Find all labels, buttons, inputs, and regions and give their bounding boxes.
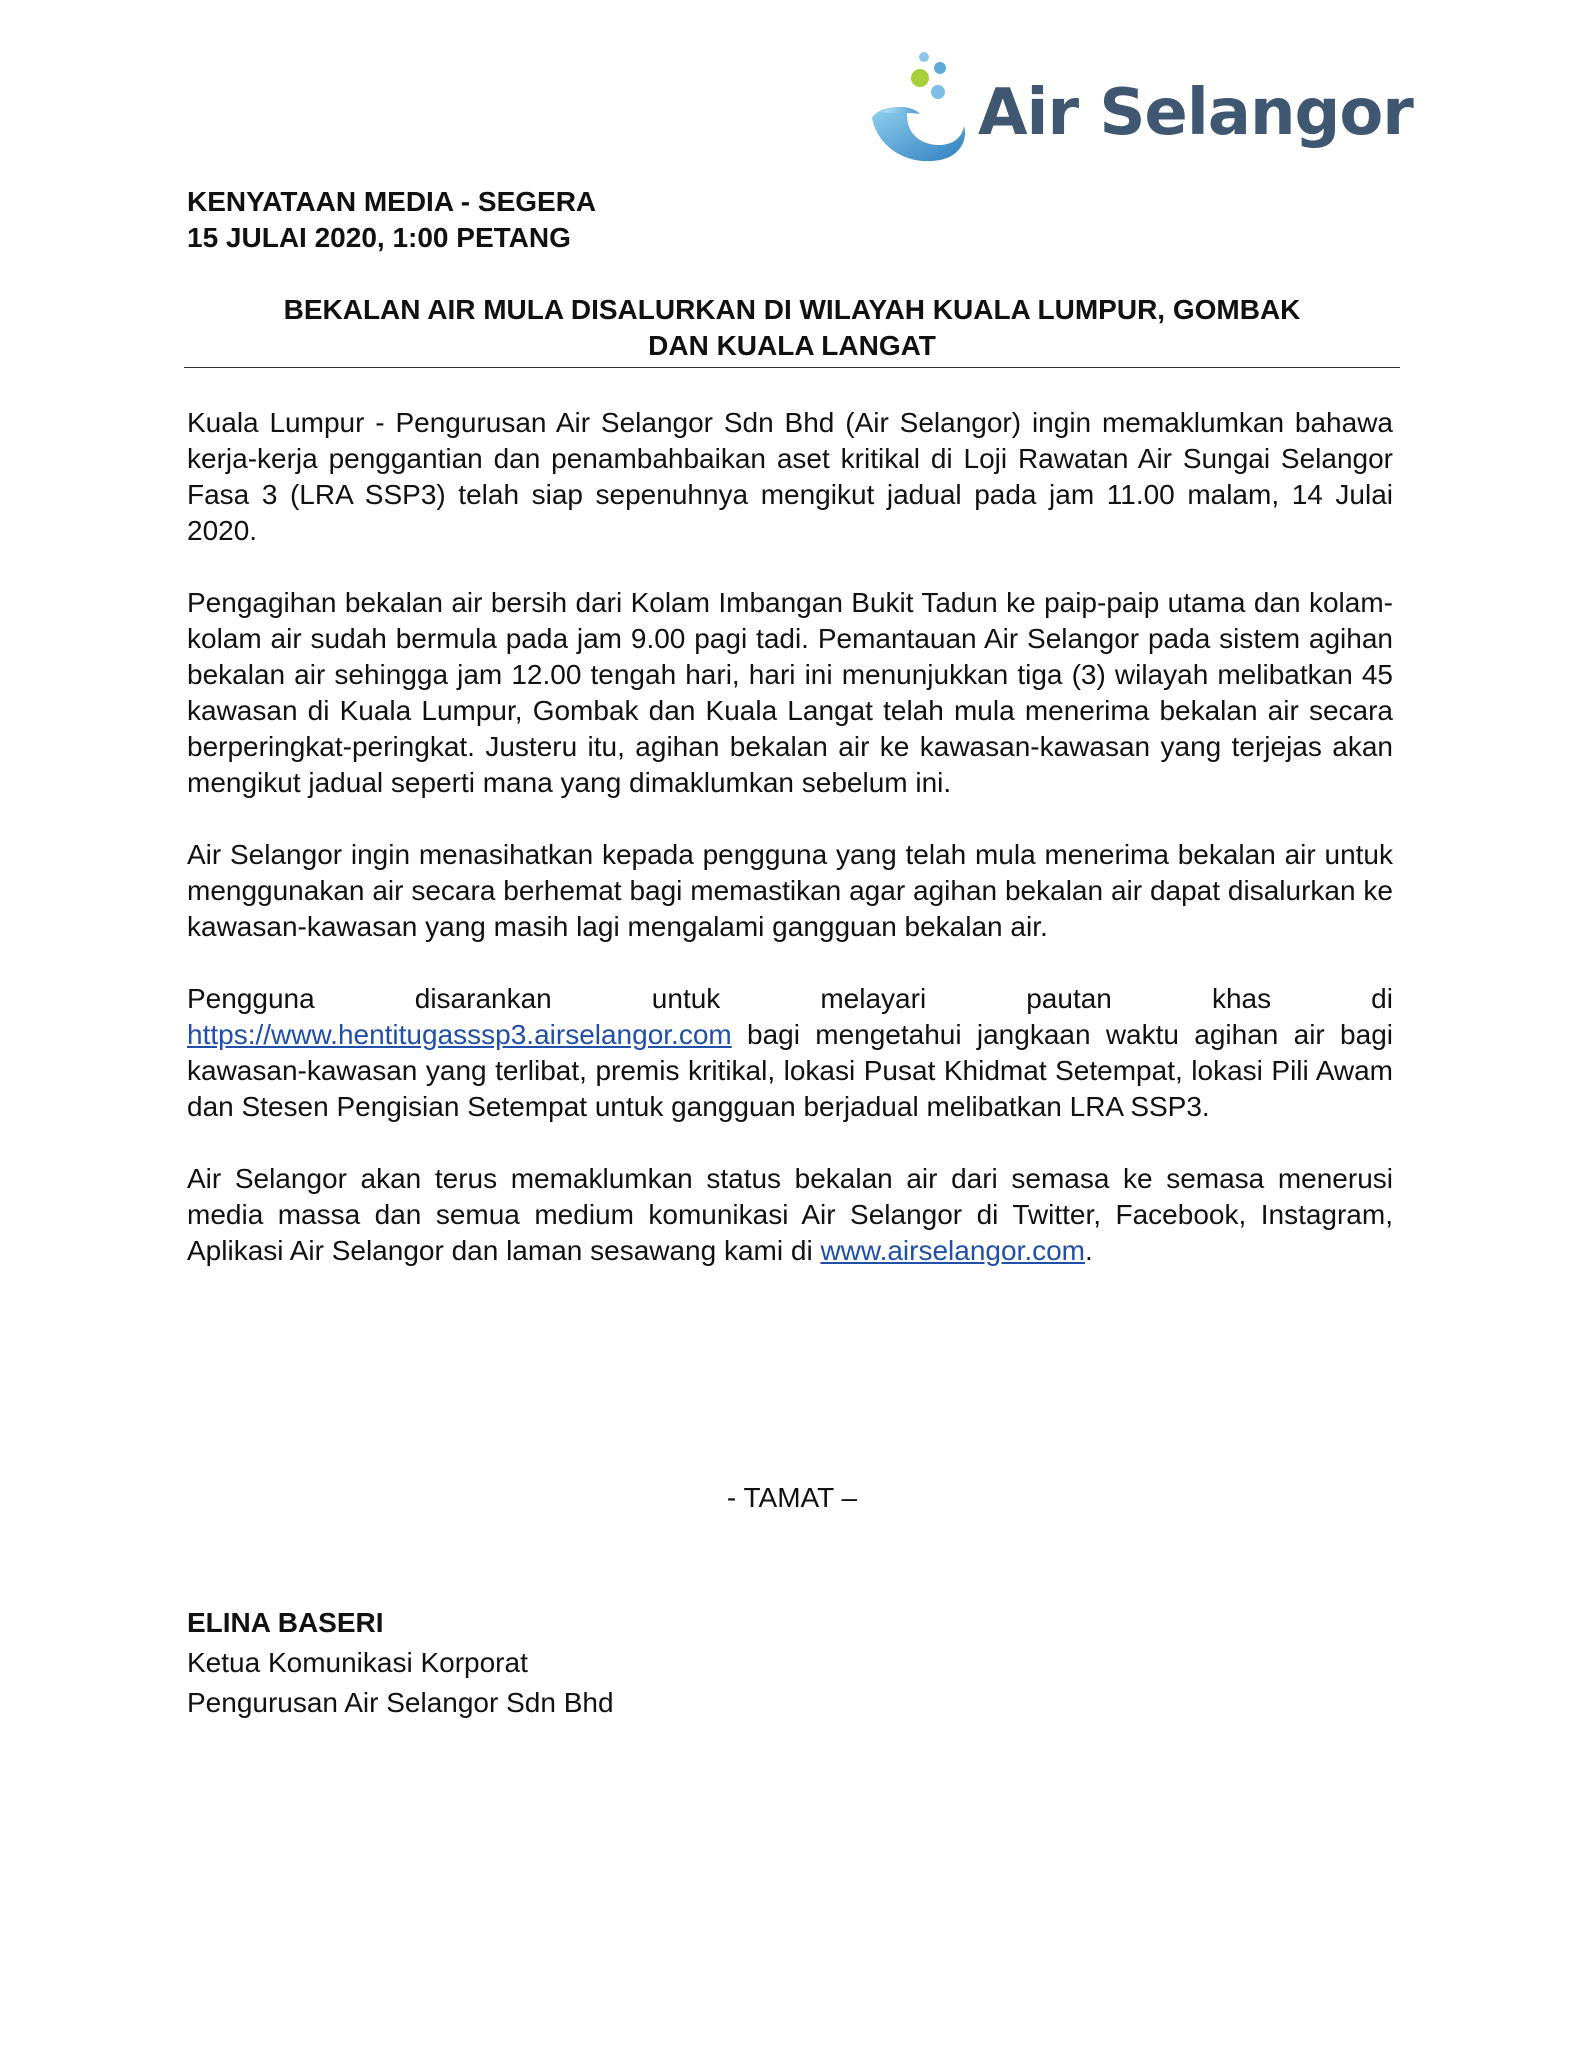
p4-word: melayari [820,983,927,1014]
p4-word: Pengguna [187,983,315,1014]
p4-word: untuk [651,983,721,1014]
title-line-1: BEKALAN AIR MULA DISALURKAN DI WILAYAH KUALA LUMPUR, GOMBAK [283,294,1301,325]
paragraph-1: Kuala Lumpur - Pengurusan Air Selangor Sdn Bhd (Air Selangor) ingin memaklumkan bahawa kerja-kerja penggantian dan penambahbaikan aset kritikal di Loji Rawatan Air Sungai Selangor Fasa 3 (LRA SSP3) telah siap sepenuhnya mengikut jadual pada jam 11.00 malam, 14 Julai 2020. [187,407,1393,546]
media-statement-header [187,184,596,256]
paragraph-4-first-line [187,981,1393,1017]
signatory-position: Ketua Komunikasi Korporat [187,1647,528,1678]
paragraph-5 [187,1161,1393,1269]
hentitugas-link[interactable]: https://www.hentitugasssp3.airselangor.com [187,1019,732,1050]
p4-word: di [1371,983,1393,1014]
paragraph-5-end: . [1085,1235,1093,1266]
end-marker: - TAMAT – [726,1482,858,1513]
p4-word: disarankan [414,983,552,1014]
airselangor-website-link[interactable]: www.airselangor.com [820,1235,1086,1266]
paragraph-4 [187,981,1393,1125]
paragraph-3: Air Selangor ingin menasihatkan kepada pengguna yang telah mula menerima bekalan air untuk menggunakan air secara berhemat bagi memastikan agar agihan bekalan air dapat disalurkan ke kawasan-kawasan yang masih lagi mengalami gangguan bekalan air. [187,839,1393,942]
p4-word: pautan [1026,983,1112,1014]
logo-wordmark: Air Selangor [978,76,1413,150]
statement-title [184,292,1400,364]
title-divider [184,367,1400,368]
signatory-name: ELINA BASERI [187,1607,384,1638]
statement-type: KENYATAAN MEDIA - SEGERA [187,186,597,217]
statement-body [187,405,1393,1269]
air-selangor-logo [868,48,1413,168]
signatory-company: Pengurusan Air Selangor Sdn Bhd [187,1687,614,1718]
paragraph-5-text: Air Selangor akan terus memaklumkan status bekalan air dari semasa ke semasa menerusi media massa dan semua medium komunikasi Air Selangor di Twitter, Facebook, Instagram, Aplikasi Air Selangor dan laman sesawang kami di [187,1163,1393,1266]
statement-datetime: 15 JULAI 2020, 1:00 PETANG [187,222,571,253]
title-line-2: DAN KUALA LANGAT [648,330,936,361]
p4-word: khas [1211,983,1272,1014]
paragraph-4-rest: bagi mengetahui jangkaan waktu agihan air bagi kawasan-kawasan yang terlibat, premis kritikal, lokasi Pusat Khidmat Setempat, lokasi Pili Awam dan Stesen Pengisian Setempat untuk gangguan berjadual melibatkan LRA SSP3. [187,1019,1393,1122]
signature-block [187,1603,614,1723]
paragraph-2: Pengagihan bekalan air bersih dari Kolam Imbangan Bukit Tadun ke paip-paip utama dan kolam-kolam air sudah bermula pada jam 9.00 pagi tadi. Pemantauan Air Selangor pada sistem agihan bekalan air sehingga jam 12.00 tengah hari, hari ini menunjukkan tiga (3) wilayah melibatkan 45 kawasan di Kuala Lumpur, Gombak dan Kuala Langat telah mula menerima bekalan air secara berperingkat-peringkat. Justeru itu, agihan bekalan air ke kawasan-kawasan yang terjejas akan mengikut jadual seperti mana yang dimaklumkan sebelum ini. [187,587,1393,798]
water-drop-icon [868,48,988,168]
